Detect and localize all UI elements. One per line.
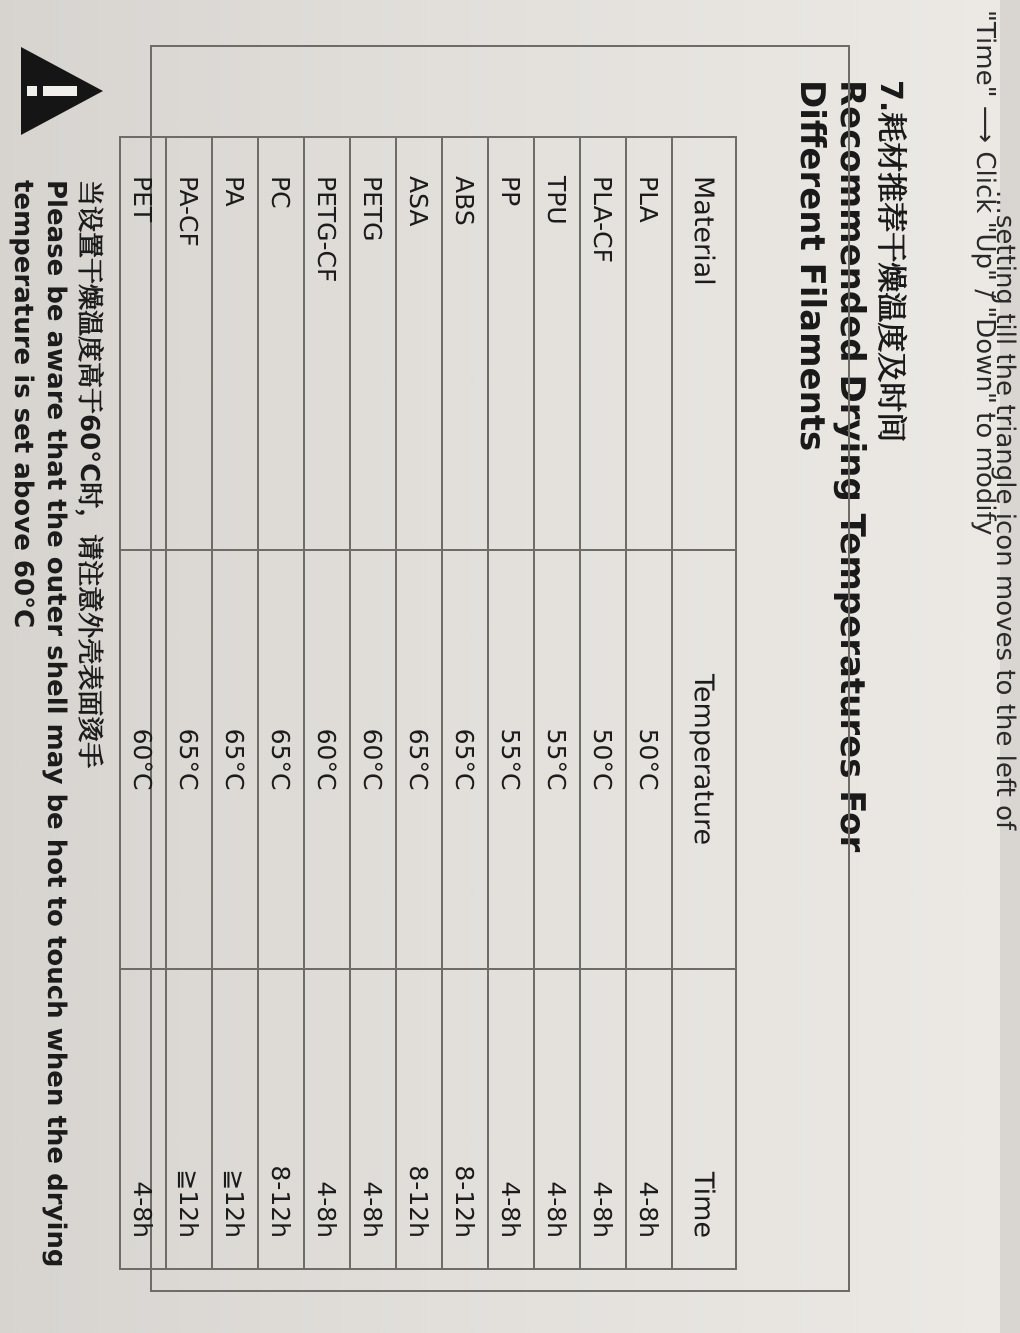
- temperature-cell: 60°C: [120, 550, 166, 969]
- time-cell: 4-8h: [488, 969, 534, 1269]
- table-row: [350, 137, 396, 1269]
- table-row: [212, 137, 258, 1269]
- time-cell: 8-12h: [258, 969, 304, 1269]
- material-cell: PP: [488, 137, 534, 550]
- temperature-cell: 60°C: [304, 550, 350, 969]
- time-cell: ≧12h: [212, 969, 258, 1269]
- temperature-cell: 65°C: [258, 550, 304, 969]
- material-cell: PETG-CF: [304, 137, 350, 550]
- section-title-english: Recommended Drying Temperatures For Different Filaments: [792, 80, 872, 853]
- material-cell: PLA: [626, 137, 672, 550]
- time-cell: 4-8h: [626, 969, 672, 1269]
- time-cell: 4-8h: [534, 969, 580, 1269]
- warning-triangle-icon: [19, 45, 105, 137]
- table-row: [258, 137, 304, 1269]
- time-cell: 4-8h: [580, 969, 626, 1269]
- warning-text-english: Please be aware that the outer shell may be hot to touch when the drying temperature is set above 60°C: [8, 180, 71, 1268]
- material-cell: PA: [212, 137, 258, 550]
- time-cell: 8-12h: [442, 969, 488, 1269]
- material-cell: PC: [258, 137, 304, 550]
- temperature-cell: 65°C: [166, 550, 212, 969]
- warning-note: [6, 180, 105, 1310]
- temperature-cell: 55°C: [534, 550, 580, 969]
- table-row: [396, 137, 442, 1269]
- material-cell: TPU: [534, 137, 580, 550]
- table-row: [166, 137, 212, 1269]
- header-temperature: Temperature: [672, 550, 736, 969]
- material-cell: PLA-CF: [580, 137, 626, 550]
- table-row: [488, 137, 534, 1269]
- material-cell: PA-CF: [166, 137, 212, 550]
- header-time: Time: [672, 969, 736, 1269]
- table-row: [442, 137, 488, 1269]
- time-cell: 8-12h: [396, 969, 442, 1269]
- table-row: [580, 137, 626, 1269]
- time-cell: 4-8h: [350, 969, 396, 1269]
- temperature-cell: 65°C: [396, 550, 442, 969]
- table-row: [304, 137, 350, 1269]
- temperature-cell: 65°C: [442, 550, 488, 969]
- modify-instruction: "Time" ⟶ Click "Up" / "Down" to modify: [970, 10, 1000, 536]
- temperature-cell: 55°C: [488, 550, 534, 969]
- temperature-cell: 65°C: [212, 550, 258, 969]
- drying-table: [119, 136, 737, 1270]
- material-cell: PET: [120, 137, 166, 550]
- material-cell: PETG: [350, 137, 396, 550]
- table-row: [534, 137, 580, 1269]
- table-header-row: [672, 137, 736, 1269]
- header-material: Material: [672, 137, 736, 550]
- time-cell: 4-8h: [120, 969, 166, 1269]
- material-cell: ABS: [442, 137, 488, 550]
- temperature-cell: 50°C: [626, 550, 672, 969]
- warning-text-chinese: 当设置干燥温度高于60°C时，请注意外壳表面烫手: [74, 180, 104, 769]
- table-row: [120, 137, 166, 1269]
- temperature-cell: 60°C: [350, 550, 396, 969]
- section-title-chinese: 7.耗材推荐干燥温度及时间: [873, 80, 908, 443]
- time-cell: 4-8h: [304, 969, 350, 1269]
- temperature-cell: 50°C: [580, 550, 626, 969]
- cut-off-line: ...setting till the triangle icon moves to the left of: [990, 190, 1020, 831]
- table-row: [626, 137, 672, 1269]
- time-cell: ≧12h: [166, 969, 212, 1269]
- material-cell: ASA: [396, 137, 442, 550]
